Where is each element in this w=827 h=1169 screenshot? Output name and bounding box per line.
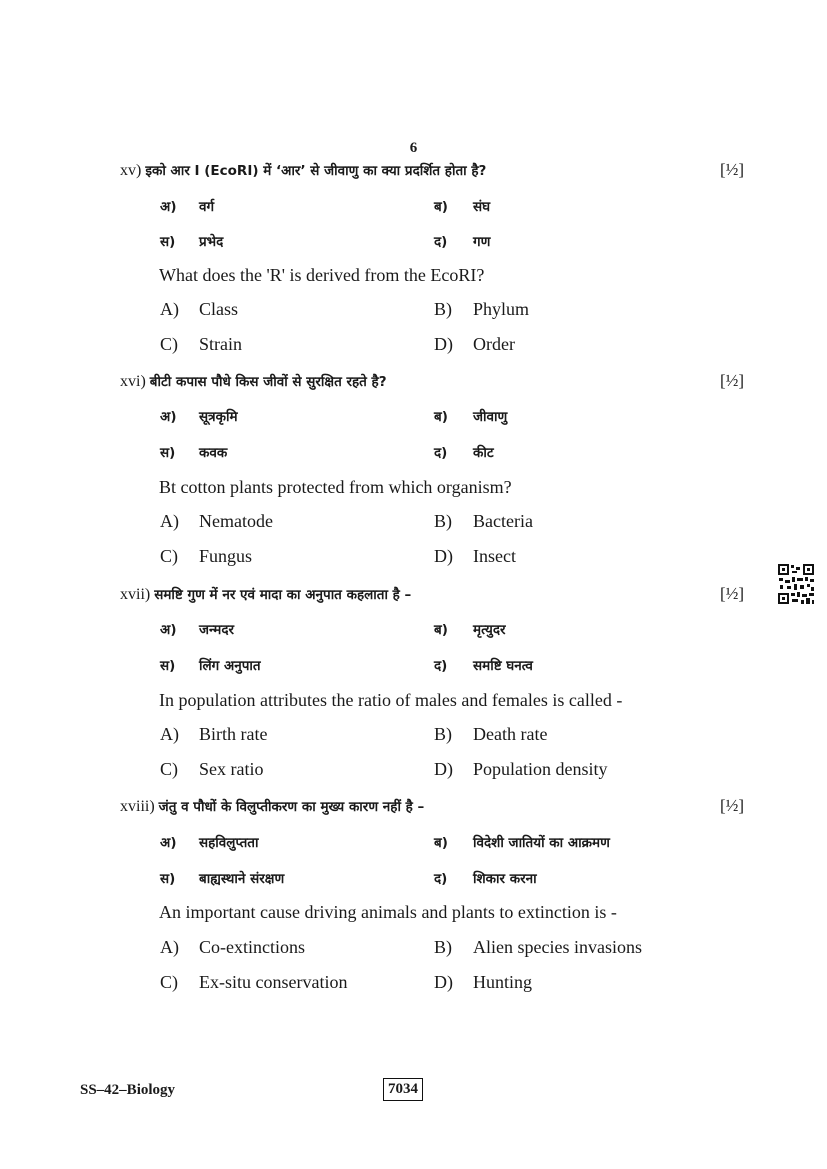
question-number: xvii): [120, 586, 151, 603]
hindi-option-label: स): [160, 445, 176, 461]
hindi-option-label: अ): [160, 622, 177, 638]
question-text-english: What does the 'R' is derived from the EcoRI?: [159, 265, 485, 285]
hindi-option-label: ब): [434, 409, 448, 425]
question-number: xviii): [120, 798, 155, 815]
hindi-option-text: जन्मदर: [199, 622, 235, 638]
hindi-option-label: अ): [160, 409, 177, 425]
hindi-option-label: ब): [434, 199, 448, 215]
option-text: Insect: [473, 546, 516, 566]
option-text: Alien species invasions: [473, 937, 642, 957]
hindi-option-label: स): [160, 658, 176, 674]
option-label: A): [160, 724, 179, 744]
hindi-option-label: द): [434, 445, 448, 461]
hindi-option-label: द): [434, 234, 448, 250]
marks: [½]: [720, 584, 745, 603]
hindi-option-text: बाह्यस्थाने संरक्षण: [199, 871, 285, 887]
option-text: Population density: [473, 759, 608, 779]
footer-series-code: 7034: [383, 1078, 423, 1101]
marks: [½]: [720, 796, 745, 815]
hindi-option-text: कीट: [473, 445, 494, 461]
question-xv-hindi: [120, 161, 486, 180]
marks: [½]: [720, 371, 745, 390]
question-text-hindi: बीटी कपास पौधे किस जीवों से सुरक्षित रहते है?: [149, 374, 387, 390]
question-number: xv): [120, 162, 142, 179]
option-label: C): [160, 972, 178, 992]
option-text: Fungus: [199, 546, 253, 566]
question-xviii-hindi: [120, 797, 424, 816]
question-xvi-hindi: [120, 372, 387, 391]
question-text-hindi: इको आर I (EcoRI) में ‘आर’ से जीवाणु का क्या प्रदर्शित होता है?: [145, 163, 487, 179]
hindi-option-label: अ): [160, 199, 177, 215]
option-label: D): [434, 334, 453, 354]
question-number: xvi): [120, 373, 146, 390]
hindi-option-text: सूत्रकृमि: [199, 409, 238, 425]
question-text-hindi: समष्टि गुण में नर एवं मादा का अनुपात कहलाता है –: [154, 587, 412, 603]
hindi-option-label: स): [160, 234, 176, 250]
option-label: B): [434, 511, 452, 531]
option-text: Hunting: [473, 972, 533, 992]
question-xvii-hindi: [120, 585, 411, 604]
option-label: A): [160, 937, 179, 957]
hindi-option-label: ब): [434, 835, 448, 851]
hindi-option-text: जीवाणु: [473, 409, 508, 425]
option-text: Class: [199, 299, 239, 319]
hindi-option-text: वर्ग: [199, 199, 215, 215]
question-text-english: An important cause driving animals and plants to extinction is -: [159, 902, 617, 922]
option-label: C): [160, 546, 178, 566]
option-label: D): [434, 972, 453, 992]
option-label: A): [160, 511, 179, 531]
option-label: B): [434, 937, 452, 957]
question-text-hindi: जंतु व पौधों के विलुप्तीकरण का मुख्य कारण नहीं है –: [158, 799, 425, 815]
option-label: D): [434, 546, 453, 566]
hindi-option-text: कवक: [199, 445, 228, 461]
option-text: Bacteria: [473, 511, 533, 531]
option-text: Sex ratio: [199, 759, 264, 779]
option-text: Order: [473, 334, 515, 354]
hindi-option-label: द): [434, 871, 448, 887]
option-label: C): [160, 334, 178, 354]
question-text-english: In population attributes the ratio of males and females is called -: [159, 690, 623, 710]
option-label: A): [160, 299, 179, 319]
option-label: B): [434, 299, 452, 319]
option-text: Birth rate: [199, 724, 268, 744]
page-number: 6: [409, 140, 418, 156]
marks: [½]: [720, 160, 745, 179]
hindi-option-label: अ): [160, 835, 177, 851]
hindi-option-label: स): [160, 871, 176, 887]
option-text: Death rate: [473, 724, 548, 744]
hindi-option-text: मृत्युदर: [473, 622, 506, 638]
hindi-option-text: समष्टि घनत्व: [473, 658, 533, 674]
option-text: Phylum: [473, 299, 530, 319]
hindi-option-label: द): [434, 658, 448, 674]
option-label: D): [434, 759, 453, 779]
option-text: Strain: [199, 334, 242, 354]
option-label: B): [434, 724, 452, 744]
option-text: Ex-situ conservation: [199, 972, 348, 992]
question-text-english: Bt cotton plants protected from which organism?: [159, 477, 512, 497]
hindi-option-text: संघ: [473, 199, 491, 215]
hindi-option-text: सहविलुप्तता: [199, 835, 259, 851]
option-text: Nematode: [199, 511, 273, 531]
hindi-option-text: विदेशी जातियों का आक्रमण: [473, 835, 610, 851]
hindi-option-text: शिकार करना: [473, 871, 537, 887]
option-text: Co-extinctions: [199, 937, 305, 957]
option-label: C): [160, 759, 178, 779]
qr-code-icon: [777, 563, 815, 605]
hindi-option-text: गण: [473, 234, 491, 250]
footer-paper-code: SS–42–Biology: [80, 1082, 176, 1098]
hindi-option-text: प्रभेद: [199, 234, 224, 250]
hindi-option-label: ब): [434, 622, 448, 638]
hindi-option-text: लिंग अनुपात: [199, 658, 261, 674]
